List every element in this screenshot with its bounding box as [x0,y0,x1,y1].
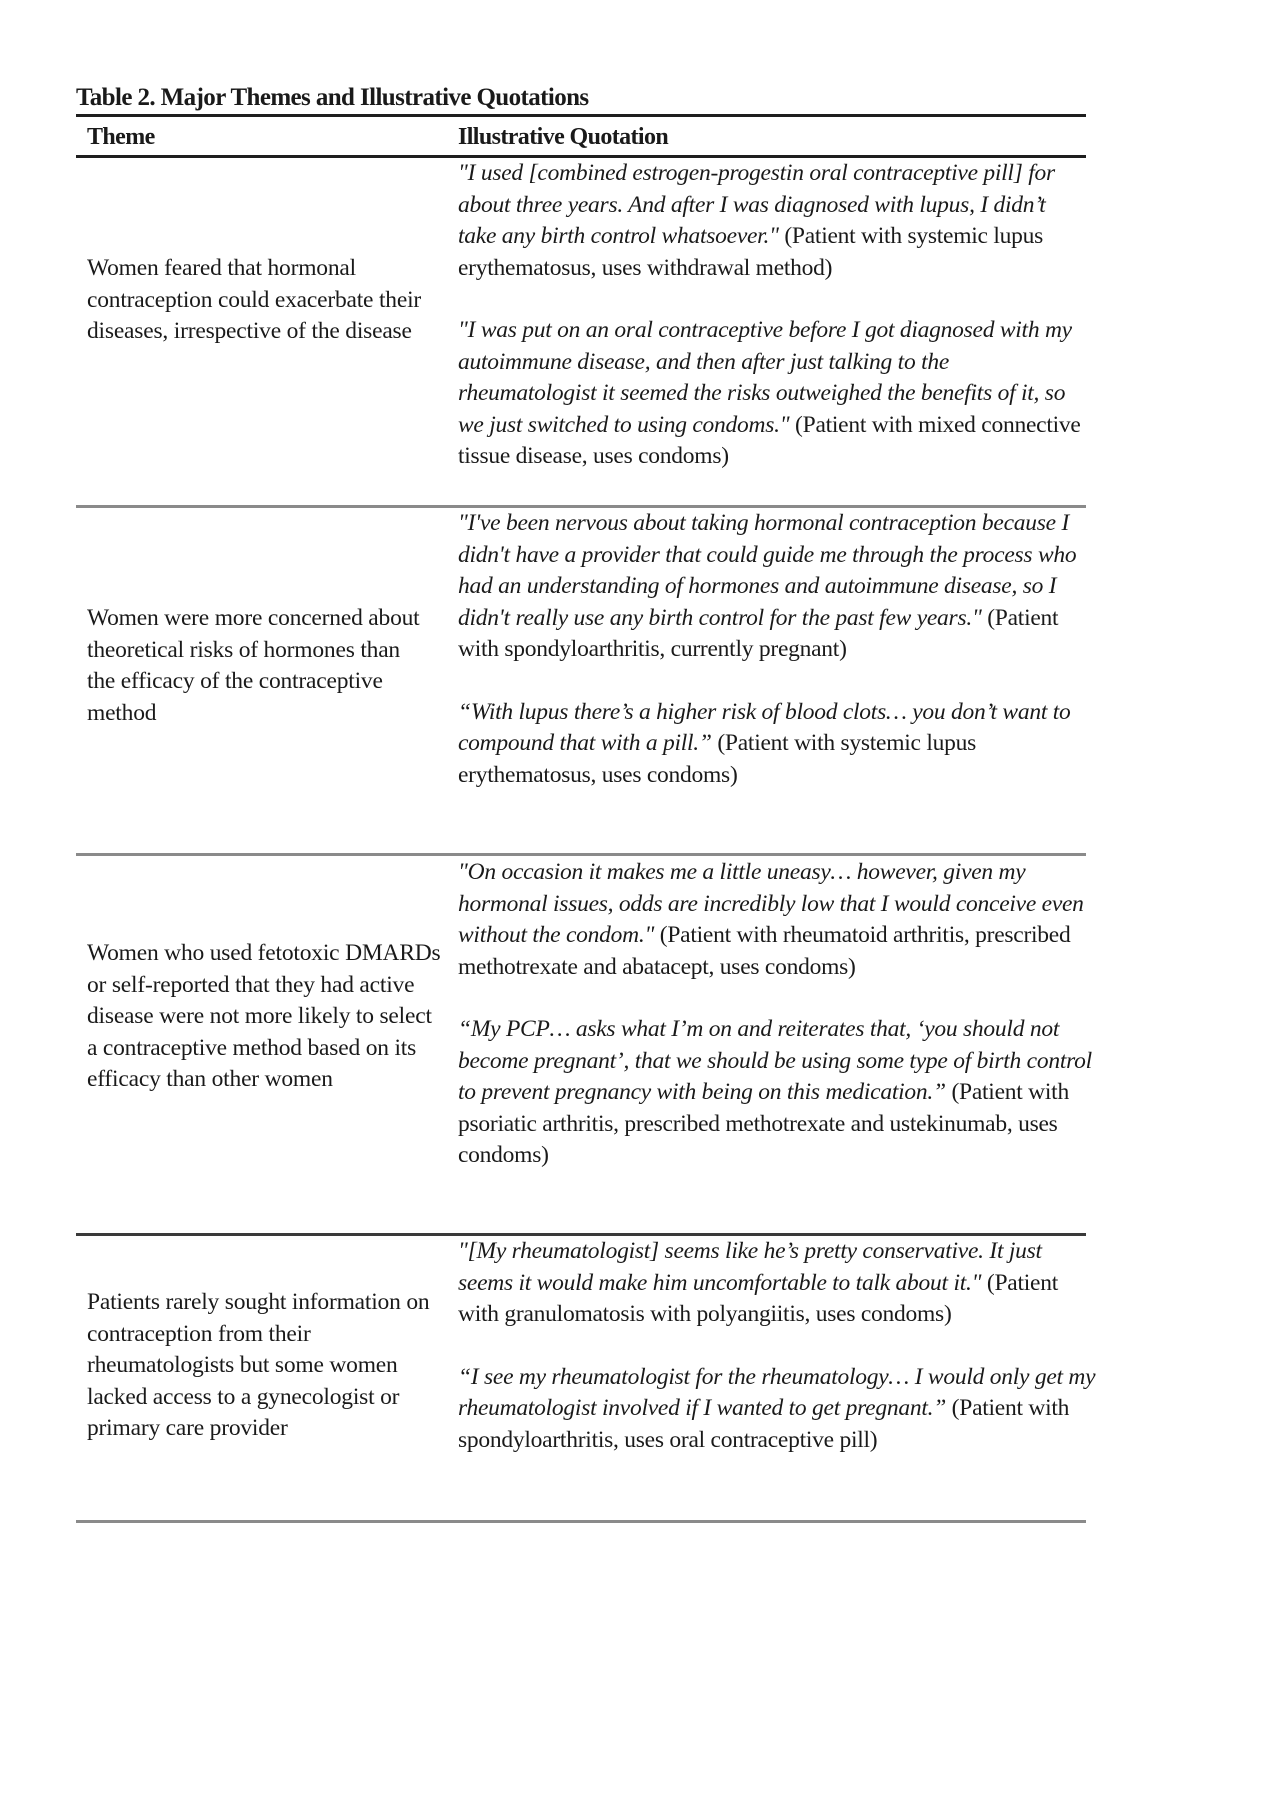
quote-text: "I was put on an oral contraceptive before I got diagnosed with my autoimmune disease, and then after just talking to the rheumatologist it seemed the risks outweighed the benefits of it, so we just switched to using condoms." [458,317,1072,438]
quote-text: "I used [combined estrogen-progestin oral contraceptive pill] for about three years. And after I was diagnosed with lupus, I didn’t take any birth control whatsoever." [458,160,1055,249]
top-rule [76,114,1086,117]
quote-text: “I see my rheumatologist for the rheumatology… I would only get my rheumatologist involved if I wanted to get pregnant.” [458,1363,1096,1421]
quotation-cell [458,158,1083,473]
quotation [458,857,1098,983]
theme-cell: Patients rarely sought information on contraception from their rheumatologists but some women lacked access to a gynecologist or primary care provider [87,1289,430,1441]
quotation [458,315,1083,473]
quotation [458,1236,1098,1331]
theme-cell: Women who used fetotoxic DMARDs or self-reported that they had active disease were not more likely to select a contraceptive method based on its efficacy than other women [87,940,441,1092]
quote-attribution: (Patient with mixed connective tissue disease, uses condoms) [458,411,1081,469]
column-header-theme: Theme [87,124,155,150]
quote-attribution: (Patient with spondyloarthritis, currently pregnant) [458,604,1059,662]
quotation-cell [458,508,1098,791]
quotation [458,1362,1098,1457]
quotation-cell [458,857,1098,1172]
quote-text: “My PCP… asks what I’m on and reiterates that, ‘you should not become pregnant’, that we should be using some type of birth control to prevent pregnancy with being on this medication.” [458,1016,1092,1105]
quotation [458,697,1098,792]
quote-text: “With lupus there’s a higher risk of blood clots… you don’t want to compound that with a pill.” [458,698,1071,756]
column-header-quotation: Illustrative Quotation [458,124,669,150]
quote-attribution: (Patient with granulomatosis with polyangiitis, uses condoms) [458,1269,1058,1327]
quote-text: "On occasion it makes me a little uneasy… however, given my hormonal issues, odds are incredibly low that I would conceive even without the condom." [458,859,1084,948]
quotation [458,1014,1098,1172]
bottom-rule [76,1520,1086,1523]
theme-cell: Women feared that hormonal contraception could exacerbate their diseases, irrespective of the disease [87,255,422,344]
quote-attribution: (Patient with systemic lupus erythematosus, uses condoms) [458,730,977,788]
quote-text: "I've been nervous about taking hormonal contraception because I didn't have a provider that could guide me through the process who had an understanding of hormones and autoimmune disease, so I didn't really use any birth control for the past few years." [458,510,1077,631]
quote-attribution: (Patient with spondyloarthritis, uses oral contraceptive pill) [458,1395,1070,1453]
quotation [458,158,1083,284]
quote-attribution: (Patient with systemic lupus erythematosus, uses withdrawal method) [458,223,1044,281]
theme-cell: Women were more concerned about theoretical risks of hormones than the efficacy of the contraceptive method [87,605,420,726]
quote-text: "[My rheumatologist] seems like he’s pretty conservative. It just seems it would make him uncomfortable to talk about it." [458,1238,1042,1296]
quote-attribution: (Patient with psoriatic arthritis, prescribed methotrexate and ustekinumab, uses condoms) [458,1079,1069,1168]
table-title: Table 2. Major Themes and Illustrative Quotations [76,84,589,111]
row-divider [76,853,1086,856]
quotation-cell [458,1236,1098,1456]
quote-attribution: (Patient with rheumatoid arthritis, prescribed methotrexate and abatacept, uses condoms) [458,922,1071,980]
quotation [458,508,1098,666]
